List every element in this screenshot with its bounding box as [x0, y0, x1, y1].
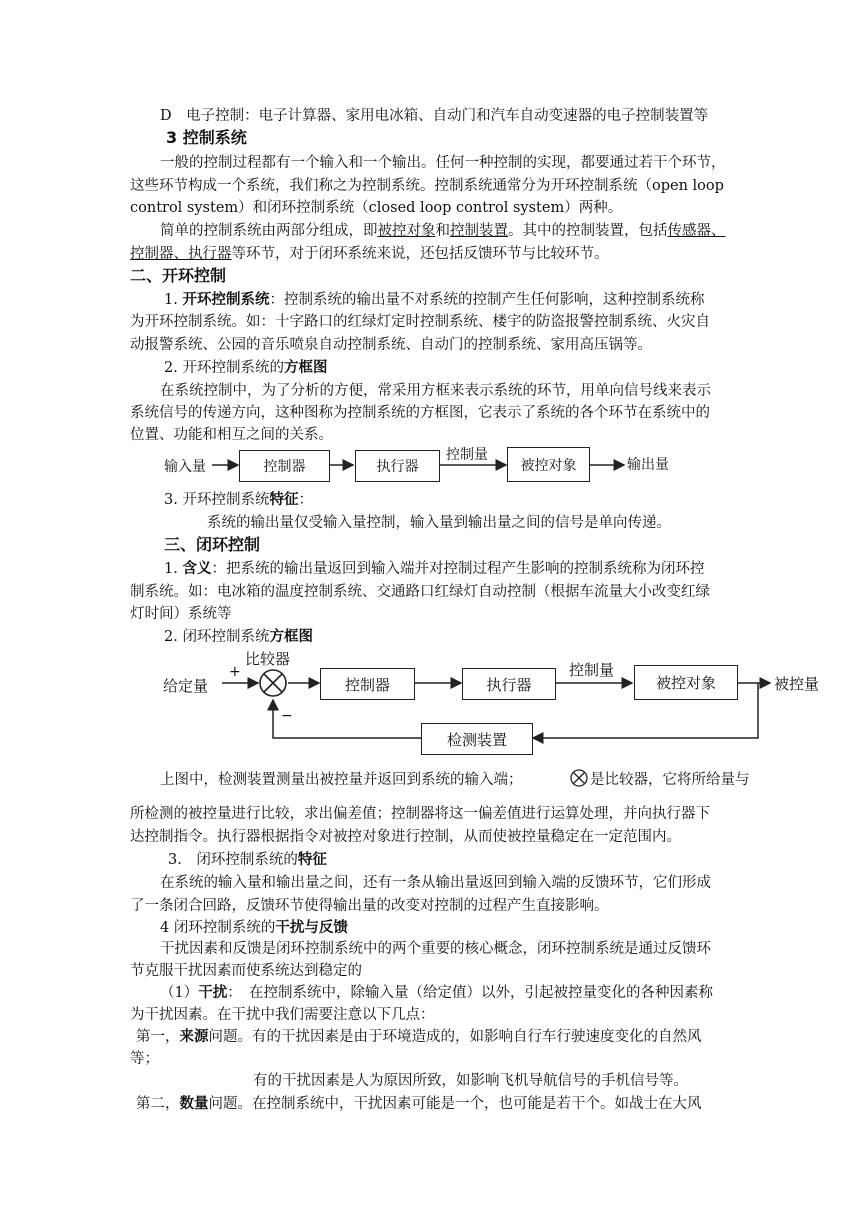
- text: 3. 开环控制系统: [164, 492, 270, 508]
- paragraph-line: 干扰因素和反馈是闭环控制系统中的两个重要的核心概念，闭环控制系统是通过反馈环: [160, 941, 711, 957]
- paragraph-line: 制系统。如：电冰箱的温度控制系统、交通路口红绿灯自动控制（根据车流量大小改变红绿: [130, 584, 710, 600]
- paragraph-line: 达控制指令。执行器根据指令对被控对象进行控制，从而使被控量稳定在一定范围内。: [130, 829, 681, 845]
- feedback-arrow: [273, 700, 421, 738]
- actuator-block: 执行器: [355, 450, 440, 482]
- minus-sign: −: [281, 708, 293, 724]
- plant-block: 被控对象: [634, 665, 738, 700]
- bold-term: 方框图: [269, 628, 313, 645]
- paragraph-line: 位置、功能和相互之间的关系。: [130, 427, 333, 443]
- text-line: D 电子控制：电子计算器、家用电冰箱、自动门和汽车自动变速器的电子控制装置等: [160, 108, 709, 124]
- actuator-block: 执行器: [462, 668, 556, 700]
- paragraph-line: 有的干扰因素是人为原因所致，如影响飞机导航信号的手机信号等。: [253, 1073, 688, 1089]
- output-label: 被控量: [774, 675, 820, 693]
- bold-term: 开环控制系统: [182, 291, 270, 308]
- paragraph-line: 所检测的被控量进行比较，求出偏差值；控制器将这一偏差值进行运算处理，并向执行器下: [130, 806, 710, 822]
- paragraph-line: 系统信号的传递方向，这种图称为控制系统的方框图，它表示了系统的各个环节在系统中的: [130, 405, 710, 421]
- paragraph-line: 节克服干扰因素而使系统达到稳定的: [130, 963, 362, 979]
- text: 问题。有的干扰因素是由于环境造成的，如影响自行车行驶速度变化的自然风: [208, 1029, 702, 1045]
- comparator-label: 比较器: [245, 650, 291, 668]
- controller-block: 控制器: [320, 668, 415, 700]
- paragraph-line: 这些环节构成一个系统，我们称之为控制系统。控制系统通常分为开环控制系统（open loop: [130, 178, 724, 194]
- control-quantity-label: 控制量: [569, 661, 615, 679]
- paragraph-line: [136, 1027, 702, 1047]
- text: 简单的控制系统由两部分组成，即: [160, 223, 378, 239]
- text: 和: [435, 223, 450, 239]
- paragraph-line: 动报警系统、公园的音乐喷泉自动控制系统、自动门的控制系统、家用高压锅等。: [130, 337, 652, 353]
- text: 是比较器，它将所给量与: [590, 772, 750, 788]
- text: 1.: [164, 292, 183, 308]
- text: ： 在控制系统中，除输入量（给定值）以外，引起被控量变化的各种因素称: [227, 985, 713, 1001]
- underlined-term: 控制器、执行器: [130, 246, 232, 262]
- text: 等环节，对于闭环系统来说，还包括反馈环节与比较环节。: [231, 246, 609, 262]
- bold-term: 干扰: [198, 984, 228, 1001]
- bold-term: 来源: [179, 1028, 209, 1045]
- paragraph-line: [164, 627, 313, 647]
- bold-term: 特征: [269, 491, 299, 508]
- section-heading: 3 控制系统: [166, 128, 247, 147]
- text: 问题。在控制系统中，干扰因素可能是一个，也可能是若干个。如战士在大风: [208, 1096, 702, 1112]
- text: （1）: [160, 985, 199, 1001]
- text: 4 闭环控制系统的: [160, 920, 276, 936]
- paragraph-line: 系统的输出量仅受输入量控制，输入量到输出量之间的信号是单向传递。: [207, 515, 671, 531]
- sensor-block: 检测装置: [421, 723, 533, 755]
- text: 。其中的控制装置，包括: [508, 223, 668, 239]
- underlined-term: 传感器、: [667, 223, 726, 239]
- paragraph-line: [168, 850, 327, 870]
- text: ：把系统的输出量返回到输入端并对控制过程产生影响的控制系统称为闭环控: [211, 561, 705, 577]
- text: 3. 闭环控制系统的: [168, 852, 298, 868]
- paragraph-line: control system）和闭环控制系统（closed loop control system）两种。: [130, 200, 623, 216]
- text: 上图中，检测装置测量出被控量并返回到系统的输入端；: [160, 772, 523, 788]
- plus-sign: +: [229, 664, 241, 680]
- paragraph-line: 为开环控制系统。如：十字路口的红绿灯定时控制系统、楼宇的防盗报警控制系统、火灾自: [130, 314, 710, 330]
- paragraph-line: [160, 918, 348, 938]
- text: ：: [298, 492, 313, 508]
- paragraph-line: 为干扰因素。在干扰中我们需要注意以下几点：: [130, 1007, 435, 1023]
- paragraph-line: [164, 559, 704, 579]
- underlined-term: 被控对象: [377, 223, 436, 239]
- input-label: 输入量: [164, 459, 206, 475]
- text: 第二，: [136, 1096, 180, 1112]
- plant-block: 被控对象: [507, 447, 590, 482]
- section-heading: 二、开环控制: [130, 266, 227, 285]
- paragraph-line: [160, 983, 713, 1003]
- underlined-term: 控制装置: [450, 223, 508, 239]
- paragraph-line: 了一条闭合回路，反馈环节使得输出量的改变对控制的过程产生直接影响。: [130, 898, 609, 914]
- bold-term: 数量: [179, 1095, 209, 1112]
- bold-term: 含义: [182, 560, 212, 577]
- text: 第一，: [136, 1029, 180, 1045]
- bold-term: 方框图: [283, 359, 328, 376]
- text: 2. 闭环控制系统: [164, 629, 270, 645]
- text: ：控制系统的输出量不对系统的控制产生任何影响，这种控制系统称: [269, 292, 705, 308]
- text: 2. 开环控制系统的: [164, 360, 284, 376]
- output-label: 输出量: [627, 457, 669, 473]
- bold-term: 干扰与反馈: [275, 919, 348, 936]
- paragraph-line: 在系统的输入量和输出量之间，还有一条从输出量返回到输入端的反馈环节，它们形成: [160, 875, 711, 891]
- controller-block: 控制器: [239, 450, 330, 482]
- bold-term: 特征: [297, 851, 327, 868]
- paragraph-line: [136, 1094, 702, 1114]
- paragraph-line: 灯时间）系统等: [130, 606, 232, 622]
- paragraph-line: [160, 770, 523, 790]
- text: 1.: [164, 561, 183, 577]
- setpoint-label: 给定量: [163, 677, 209, 695]
- paragraph-line: [590, 770, 750, 790]
- paragraph-line: 等；: [130, 1051, 159, 1067]
- paragraph-line: 在系统控制中，为了分析的方便，常采用方框来表示系统的环节，用单向信号线来表示: [160, 383, 711, 399]
- paragraph-line: 一般的控制过程都有一个输入和一个输出。任何一种控制的实现，都要通过若干个环节，: [160, 155, 726, 171]
- control-quantity-label: 控制量: [446, 447, 488, 463]
- section-heading: 三、闭环控制: [164, 535, 261, 554]
- paragraph-line: [164, 490, 313, 510]
